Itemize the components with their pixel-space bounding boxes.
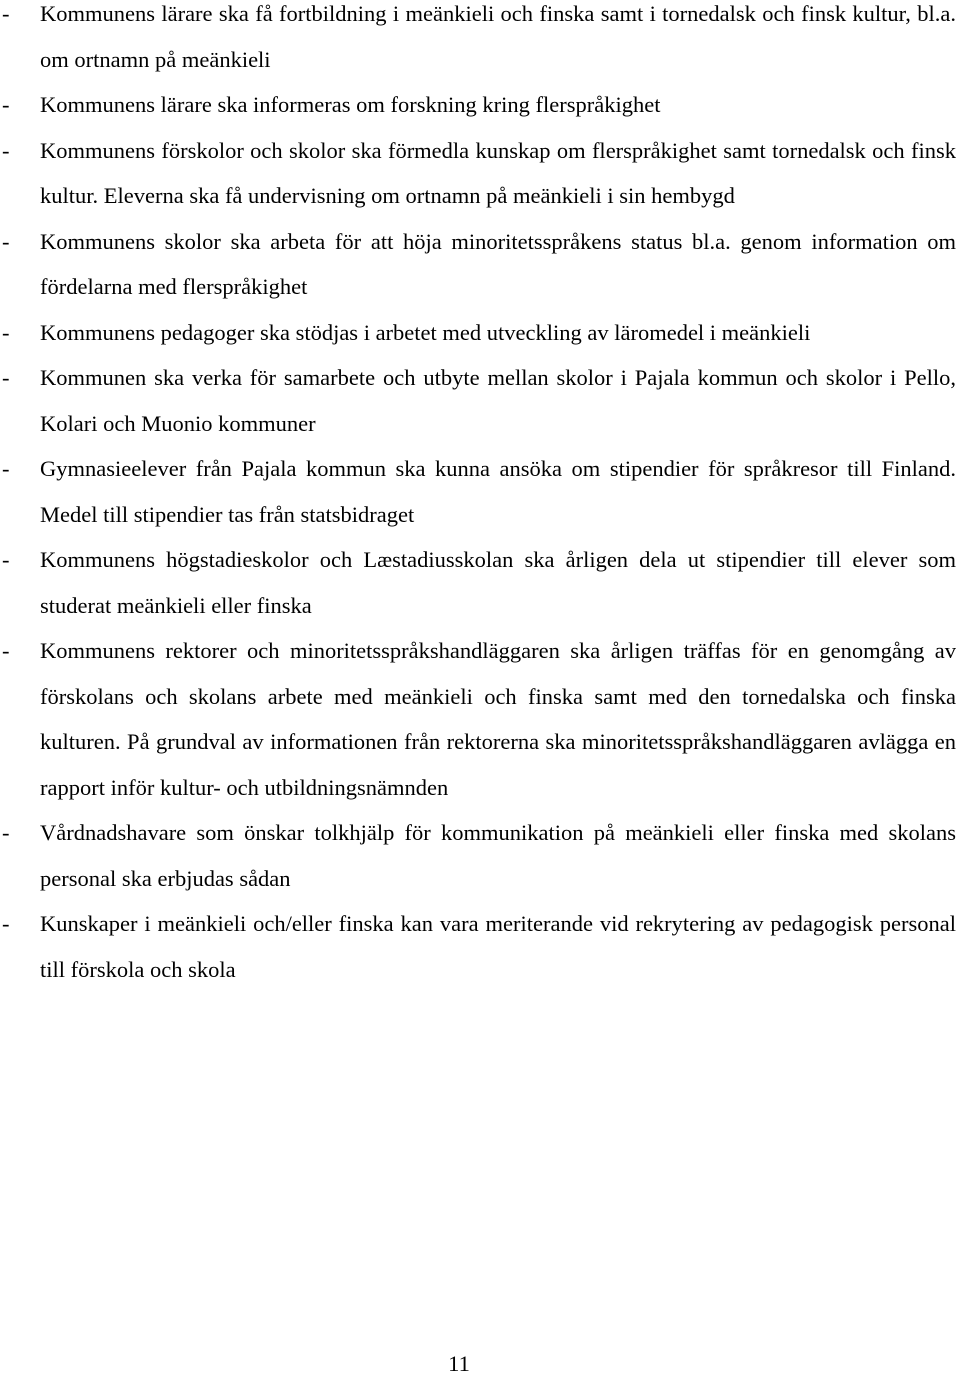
list-item-text: Kommunens lärare ska få fortbildning i meänkieli och finska samt i tornedalsk och finsk kultur, bl.a. om ortnamn på meänkieli — [40, 1, 956, 72]
list-item-text: Vårdnadshavare som önskar tolkhjälp för kommunikation på meänkieli eller finska med skolans personal ska erbjudas sådan — [40, 820, 956, 891]
list-item — [0, 0, 956, 82]
list-item — [0, 219, 956, 310]
bullet-dash: - — [2, 1, 10, 26]
bullet-dash: - — [2, 365, 10, 390]
list-item — [0, 628, 956, 810]
bullet-dash: - — [2, 319, 10, 345]
bullet-dash: - — [2, 137, 10, 163]
list-item — [0, 128, 956, 219]
bullet-dash: - — [2, 638, 10, 663]
bullet-dash: - — [2, 92, 10, 117]
list-item — [0, 901, 956, 992]
list-item — [0, 810, 956, 901]
list-item-text: Kommunens högstadieskolor och Læstadiusskolan ska årligen dela ut stipendier till elever som studerat meänkieli eller finska — [40, 547, 956, 618]
bullet-dash: - — [2, 547, 10, 572]
bullet-dash: - — [2, 228, 10, 254]
list-item-text: Gymnasieelever från Pajala kommun ska kunna ansöka om stipendier för språkresor till Finland. Medel till stipendier tas från statsbidraget — [40, 456, 956, 527]
bullet-dash: - — [2, 911, 10, 936]
list-item — [0, 355, 956, 446]
list-item-text: Kommunens förskolor och skolor ska förmedla kunskap om flerspråkighet samt tornedalsk och finsk kultur. Eleverna ska få undervisning om ortnamn på meänkieli i sin hembygd — [40, 137, 956, 208]
page-number: 11 — [448, 1351, 470, 1376]
list-item — [0, 537, 956, 628]
list-item-text: Kommunen ska verka för samarbete och utbyte mellan skolor i Pajala kommun och skolor i Pello, Kolari och Muonio kommuner — [40, 365, 956, 436]
list-item-text: Kommunens lärare ska informeras om forskning kring flerspråkighet — [40, 92, 661, 117]
list-item — [0, 446, 956, 537]
list-item-text: Kunskaper i meänkieli och/eller finska kan vara meriterande vid rekrytering av pedagogisk personal till förskola och skola — [40, 911, 956, 982]
list-item-text: Kommunens skolor ska arbeta för att höja minoritetsspråkens status bl.a. genom information om fördelarna med flerspråkighet — [40, 228, 956, 299]
bullet-dash: - — [2, 820, 10, 845]
bullet-dash: - — [2, 456, 10, 481]
list-item — [0, 82, 956, 128]
list-item-text: Kommunens rektorer och minoritetsspråkshandläggaren ska årligen träffas för en genomgång av förskolans och skolans arbete med meänkieli och finska samt med den tornedalska och finska kulturen. På grundval av informationen från rektorerna ska minoritetsspråkshandläggaren avlägga en rapport inför kultur- och utbildningsnämnden — [40, 638, 956, 800]
list-item-text: Kommunens pedagoger ska stödjas i arbetet med utveckling av läromedel i meänkieli — [40, 319, 811, 345]
list-item — [0, 310, 956, 356]
